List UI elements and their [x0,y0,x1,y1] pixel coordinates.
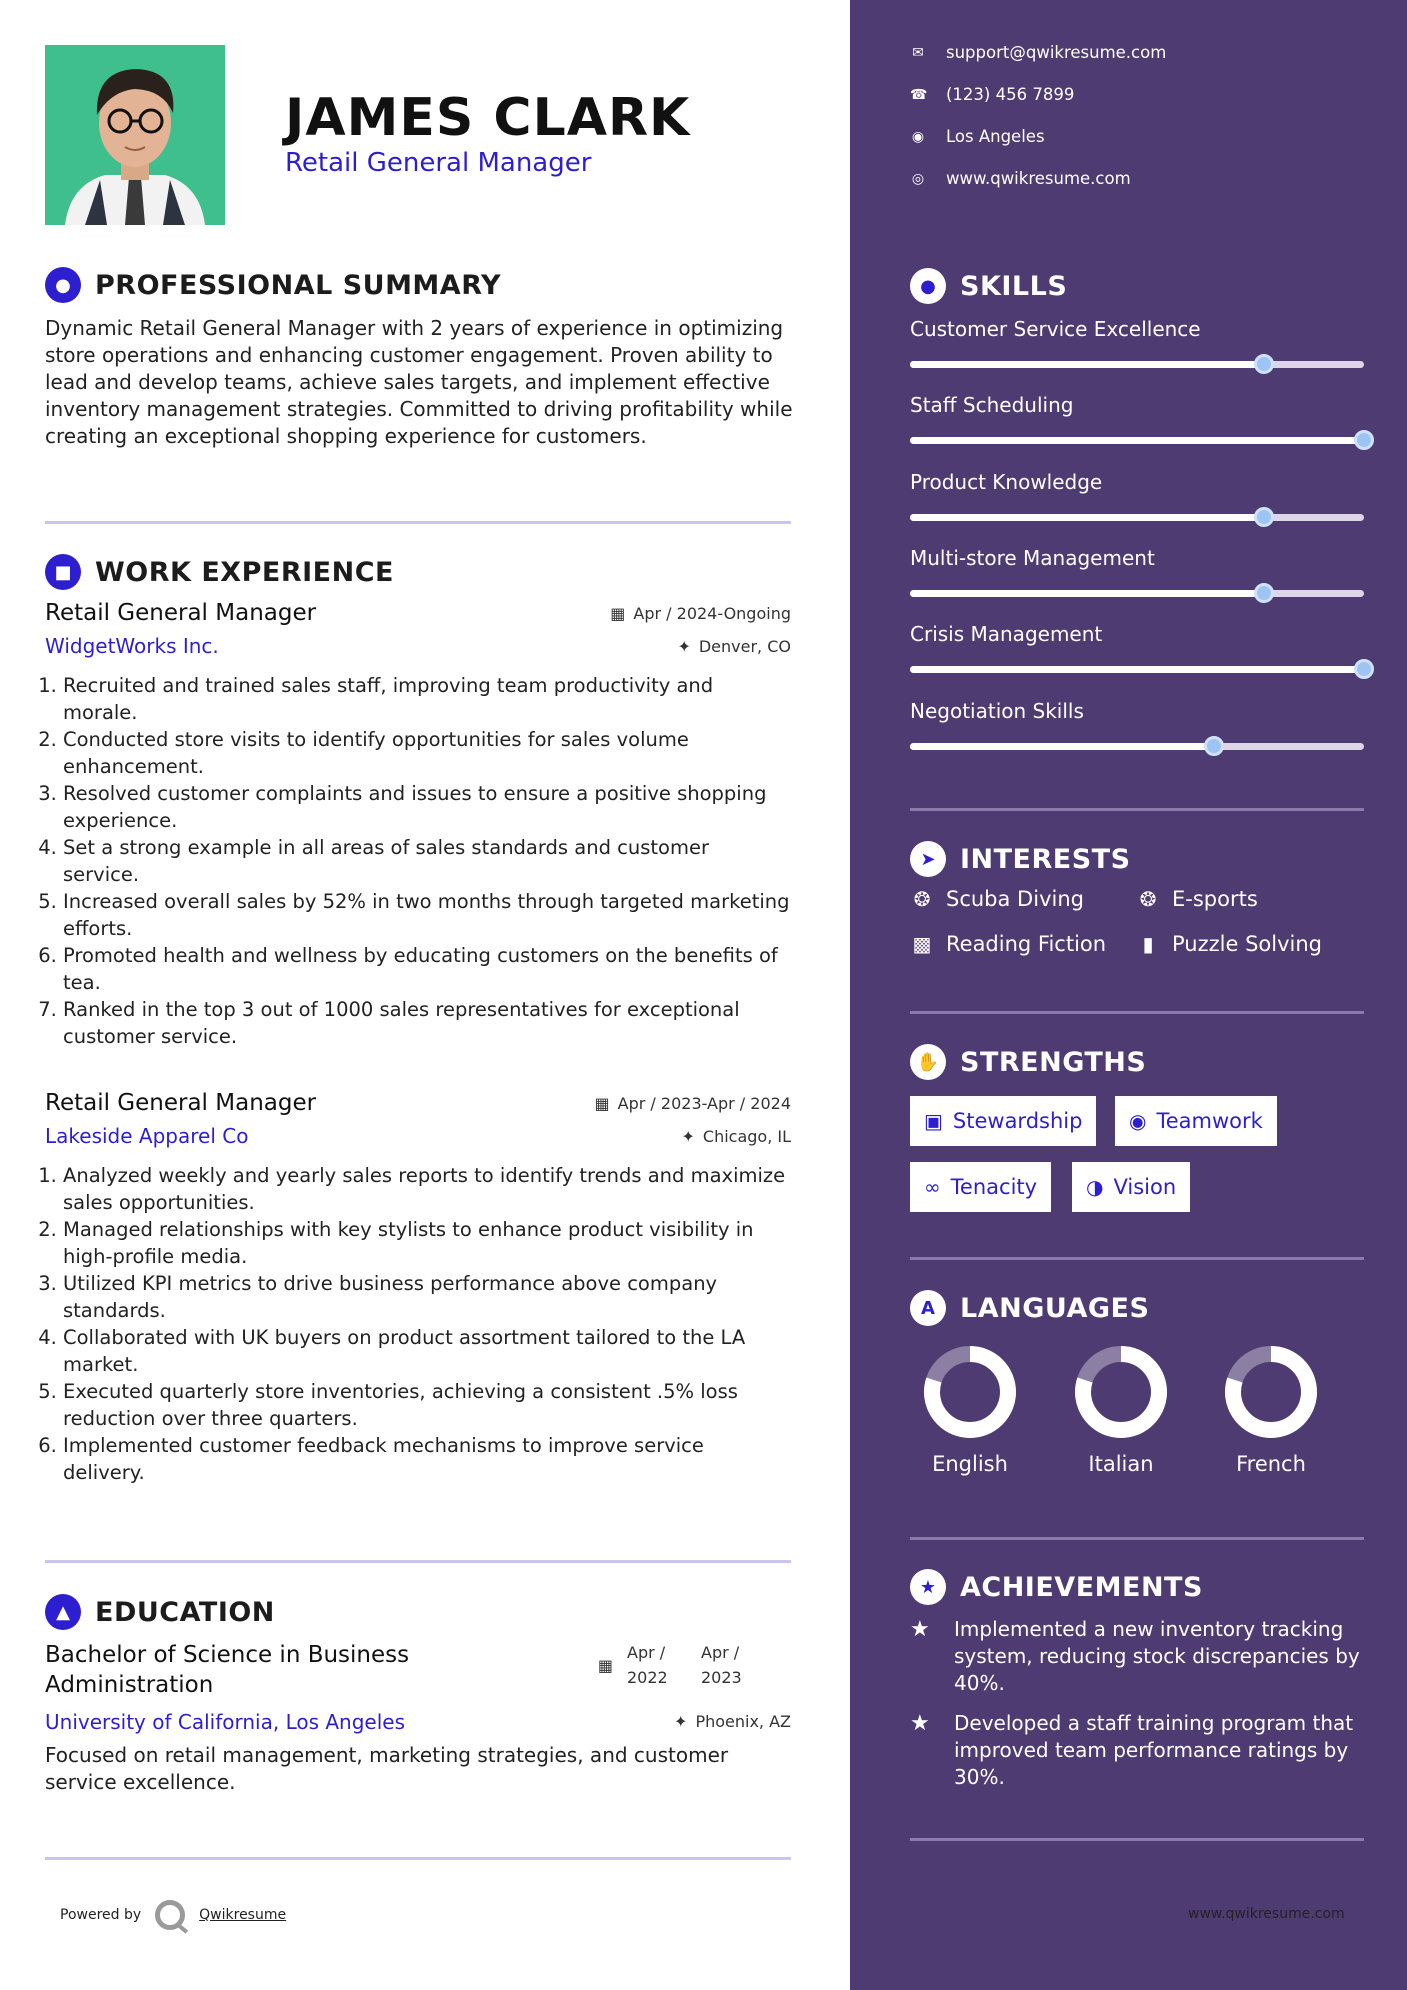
link-icon: ∞ [924,1175,941,1199]
interest-item: ▩ Reading Fiction [910,932,1106,956]
divider [910,1838,1364,1841]
list-item: 2. Managed relationships with key stylists to enhance product visibility in high-profile media. [63,1216,791,1270]
skill-knob [1354,659,1374,679]
job-entry [45,600,791,1050]
achievements-heading: ★ ACHIEVEMENTS [910,1569,1203,1605]
summary-heading: ● PROFESSIONAL SUMMARY [45,267,501,303]
list-item: 5. Increased overall sales by 52% in two months through targeted marketing efforts. [63,888,791,942]
skill-bar [910,666,1364,673]
skill-item: Negotiation Skills [910,699,1364,750]
job-bullets [45,1162,791,1486]
job-company: WidgetWorks Inc. [45,634,219,658]
star-icon: ★ [910,1617,930,1642]
achievement-item: ★ Implemented a new inventory tracking system, reducing stock discrepancies by 40%. [910,1617,1360,1695]
divider [45,1857,791,1860]
list-item: 1. Analyzed weekly and yearly sales reports to identify trends and maximize sales opportunities. [63,1162,791,1216]
profile-photo [45,45,225,225]
globe-icon: ◎ [911,170,925,187]
skill-item: Crisis Management [910,622,1364,673]
strength-chip: ◑ Vision [1072,1162,1190,1212]
language-icon: A [910,1290,946,1326]
divider [910,808,1364,811]
skill-bar [910,361,1364,368]
contact-website[interactable]: ◎ www.qwikresume.com [911,169,1131,188]
languages-heading: A LANGUAGES [910,1290,1149,1326]
skill-bar [910,743,1364,750]
strength-chip: ∞ Tenacity [910,1162,1051,1212]
divider [910,1011,1364,1014]
summary-text: Dynamic Retail General Manager with 2 years of experience in optimizing store operations and enhancing customer engagement. Proven ability to lead and develop teams, achieve sales targets, and implement effective inventory management strategies. Committed to driving profitability while creating an exceptional shopping experience for customers. [45,316,793,448]
lightbulb-icon: ● [910,268,946,304]
divider [910,1537,1364,1540]
contact-phone[interactable]: ☎ (123) 456 7899 [910,85,1075,104]
graduation-icon: ▲ [45,1594,81,1630]
skill-item: Product Knowledge [910,470,1364,521]
skill-item: Customer Service Excellence [910,317,1364,368]
job-date: ▦ Apr / 2023-Apr / 2024 [594,1093,791,1113]
list-item: 1. Recruited and trained sales staff, improving team productivity and morale. [63,672,791,726]
language-ring [1223,1344,1319,1440]
achievement-item: ★ Developed a staff training program that improved team performance ratings by 30%. [910,1711,1354,1789]
user-icon: ● [45,267,81,303]
pin-icon: ✦ [677,636,691,656]
skills-heading: ● SKILLS [910,268,1067,304]
education-heading: ▲ EDUCATION [45,1594,275,1630]
strength-chip: ◉ Teamwork [1115,1096,1277,1146]
language-item: Italian [1061,1344,1181,1476]
fist-icon: ✋ [910,1044,946,1080]
edu-dates: ▦ Apr / 2022 Apr / 2023 [597,1643,742,1687]
skill-knob [1254,507,1274,527]
job-entry [45,1090,791,1486]
language-ring [1073,1344,1169,1440]
skill-bar [910,437,1364,444]
users-icon: ◉ [1129,1109,1147,1133]
education-entry [45,1640,791,1796]
briefcase-icon: ■ [45,554,81,590]
skill-bar [910,514,1364,521]
star-badge-icon: ★ [910,1569,946,1605]
list-item: 3. Resolved customer complaints and issues to ensure a positive shopping experience. [63,780,791,834]
gamepad-icon: ▩ [912,932,932,956]
star-icon: ★ [910,1711,930,1736]
phone-icon: ☎ [910,86,928,103]
interests-heading: ➤ INTERESTS [910,841,1131,877]
job-bullets [45,672,791,1050]
book-icon: ▮ [1142,932,1154,956]
language-ring [922,1344,1018,1440]
strength-chip: ▣ Stewardship [910,1096,1096,1146]
footer-site: www.qwikresume.com [1188,1906,1345,1922]
interest-item: ▮ Puzzle Solving [1136,932,1322,956]
divider [45,521,791,524]
calendar-icon: ▦ [610,603,626,623]
contact-location: ◉ Los Angeles [911,127,1045,146]
skill-knob [1254,354,1274,374]
contact-email[interactable]: ✉ support@qwikresume.com [910,43,1166,62]
list-item: 6. Implemented customer feedback mechanisms to improve service delivery. [63,1432,791,1486]
edu-location: ✦ Phoenix, AZ [674,1712,791,1731]
candidate-title: Retail General Manager [285,148,592,178]
list-item: 3. Utilized KPI metrics to drive business performance above company standards. [63,1270,791,1324]
edu-school: University of California, Los Angeles [45,1710,406,1734]
divider [910,1257,1364,1260]
skill-item: Staff Scheduling [910,393,1364,444]
skill-bar [910,590,1364,597]
lifebuoy-icon: ❂ [1139,887,1157,911]
strengths-heading: ✋ STRENGTHS [910,1044,1146,1080]
list-item: 7. Ranked in the top 3 out of 1000 sales representatives for exceptional customer service. [63,996,791,1050]
binoculars-icon: ◑ [1086,1175,1104,1199]
skill-item: Multi-store Management [910,546,1364,597]
lifebuoy-icon: ❂ [913,887,931,911]
language-item: French [1211,1344,1331,1476]
divider [45,1560,791,1563]
skill-knob [1254,583,1274,603]
list-item: 2. Conducted store visits to identify opportunities for sales volume enhancement. [63,726,791,780]
job-location: ✦ Denver, CO [677,636,791,656]
job-date: ▦ Apr / 2024-Ongoing [610,603,791,623]
language-item: English [910,1344,1030,1476]
list-item: 4. Collaborated with UK buyers on product assortment tailored to the LA market. [63,1324,791,1378]
job-title: Retail General Manager [45,600,317,626]
paper-plane-icon: ➤ [910,841,946,877]
list-item: 4. Set a strong example in all areas of sales standards and customer service. [63,834,791,888]
candidate-name: JAMES CLARK [285,88,691,148]
list-item: 5. Executed quarterly store inventories, achieving a consistent .5% loss reduction over three quarters. [63,1378,791,1432]
briefcase-icon: ▣ [924,1109,943,1133]
job-company: Lakeside Apparel Co [45,1124,249,1148]
job-title: Retail General Manager [45,1090,317,1116]
job-location: ✦ Chicago, IL [681,1126,791,1146]
calendar-icon: ▦ [594,1093,610,1113]
work-heading: ■ WORK EXPERIENCE [45,554,394,590]
skill-knob [1354,430,1374,450]
qwikresume-link[interactable]: Qwikresume [199,1907,287,1923]
qwikresume-logo-icon [155,1900,185,1930]
calendar-icon: ▦ [597,1655,613,1675]
interest-item: ❂ Scuba Diving [910,887,1084,911]
map-pin-icon: ◉ [911,128,925,145]
list-item: 6. Promoted health and wellness by educating customers on the benefits of tea. [63,942,791,996]
interest-item: ❂ E-sports [1136,887,1258,911]
envelope-icon: ✉ [912,44,924,61]
pin-icon: ✦ [674,1712,688,1731]
powered-by: Powered by Qwikresume [60,1900,286,1930]
pin-icon: ✦ [681,1126,695,1146]
edu-degree: Bachelor of Science in Business Administration [45,1642,410,1698]
edu-description: Focused on retail management, marketing strategies, and customer service excellence. [45,1743,729,1794]
